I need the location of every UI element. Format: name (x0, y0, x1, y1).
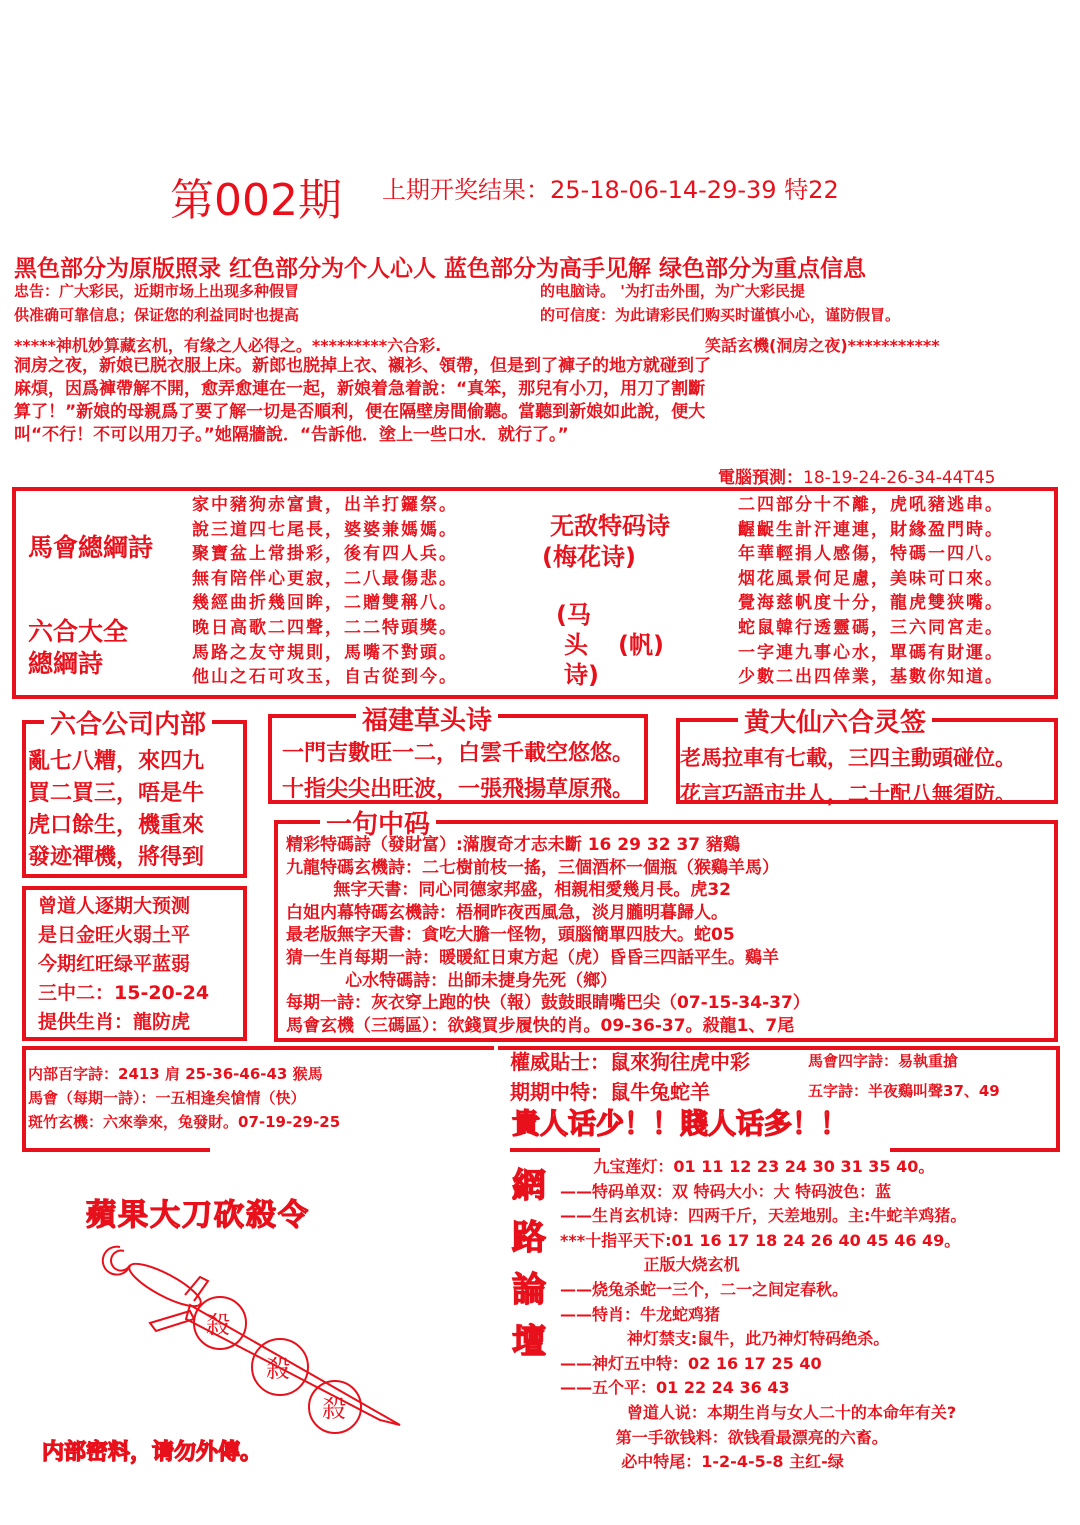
forum-line: 必中特尾：1-2-4-5-8 主红-绿 (560, 1452, 844, 1472)
poem-line: 晚日高歌二四聲，二二特頭獎。 (192, 617, 458, 638)
yiju-line: 精彩特碼詩（發財富）:滿腹奇才志未斷 16 29 32 37 豬鷄 (286, 835, 741, 855)
poem-line: 幾經曲折幾回眸，二贈雙稱八。 (192, 593, 458, 614)
poem-line: 他山之石可攻玉，自古從到今。 (192, 667, 458, 688)
mahui-four-char-poem: 馬會四字詩：易執重搶 (808, 1052, 959, 1070)
forum-line: ——神灯五中特：02 16 17 25 40 (560, 1353, 822, 1373)
notice-left-1: 忠告：广大彩民，近期市场上出现多种假冒 (14, 282, 300, 300)
forum-title-char: 論 (512, 1270, 546, 1310)
zengdao-box-lines (38, 892, 209, 1037)
poem-line: 二四部分十不離，虎吼豬逃串。 (738, 495, 1004, 515)
company-box-lines (28, 746, 204, 874)
bottom-left-line: 内部百字詩：2413 肩 25-36-46-43 猴馬 (28, 1065, 323, 1083)
yiju-line: 每期一詩：灰衣穿上跑的快（報）鼓鼓眼睛嘴巴尖（07-15-34-37） (286, 993, 810, 1014)
knife-char: 殺 (266, 1355, 290, 1383)
knife-char: 殺 (322, 1395, 346, 1423)
authority-tip (510, 1046, 750, 1075)
last-result-label: 上期开奖结果： (382, 176, 550, 204)
joke-line: 麻煩，因爲褲帶解不開，愈弄愈連在一起，新娘着急着說：“真笨，那兒有小刀，用刀了割斷 (14, 379, 706, 399)
yiju-line: 白姐内幕特碼玄機詩：梧桐昨夜西風急，淡月朧明暮歸人。 (286, 902, 728, 923)
forum-line: ——五个平：01 22 24 36 43 (560, 1378, 790, 1398)
knife-icon (90, 1235, 410, 1435)
last-result-special: 特22 (784, 176, 839, 204)
huangdaxian-line: 老馬拉車有七載，三四主動頭碰位。 (680, 746, 1016, 770)
zengdao-line: 三中二：15-20-24 (38, 982, 210, 1004)
bottom-left-lines (28, 1062, 340, 1134)
notice-right-2: 的可信度：为此请彩民们购买时谨慎小心，谨防假冒。 (540, 306, 901, 324)
forum-title-char: 路 (512, 1218, 546, 1258)
last-result (382, 170, 839, 205)
joke-line: 叫“不行！不可以用刀子。”她隔牆說．“告訴他．塗上一些口水．就行了。” (14, 425, 569, 445)
internal-notice: 内部密料，请勿外傳。 (42, 1440, 263, 1465)
poem-line: 烟花風景何足慮，美味可口來。 (738, 568, 1004, 589)
poem-line: 馬路之友守規則，馬嘴不對頭。 (192, 642, 458, 663)
joke-line: 算了！”新娘的母親爲了要了解一切是否順利，便在隔壁房間偷聽。當聽到新娘如此說，便大 (14, 402, 706, 422)
forum-line: ——烧兔杀蛇一三个，二一之间定春秋。 (560, 1279, 849, 1299)
yiju-box-title: 一句中码 (320, 804, 436, 841)
mahui-poem-title: 馬會總綱詩 (28, 533, 154, 562)
horse-head-c: 诗) (564, 661, 599, 689)
poem-lines-left (192, 493, 458, 690)
forum-vertical-title (512, 1160, 552, 1368)
computer-prediction-value: 18-19-24-26-34-44T45 (803, 468, 996, 488)
authority-tip-value: 鼠來狗往虎中彩 (610, 1050, 750, 1074)
yiju-line: 最老版無字天書：貪吃大膽一怪物，頭腦簡單四肢大。蛇05 (286, 925, 735, 946)
color-legend: 黑色部分为原版照录 红色部分为个人心人 蓝色部分为高手见解 绿色部分为重点信息 (14, 256, 867, 282)
yiju-line: 心水特碼詩：出師未捷身先死（鄉） (286, 970, 618, 991)
poem-line: 少數二出四倖業，基數你知道。 (738, 667, 1004, 688)
joke-body (14, 355, 711, 447)
poem-line: 說三道四七尾長，婆婆兼媽媽。 (192, 519, 458, 540)
computer-prediction (718, 463, 995, 488)
knife-char: 殺 (206, 1311, 230, 1339)
forum-line: 九宝莲灯：01 11 12 23 24 30 31 35 40。 (560, 1157, 935, 1176)
forum-line: ——特码单双：双 特码大小：大 特码波色：蓝 (560, 1181, 892, 1201)
box-gap (600, 1146, 890, 1154)
forum-line: 曾道人说：本期生肖与女人二十的本命年有关? (560, 1402, 957, 1422)
bottom-left-line: 馬會（每期一詩）：一五相逢矣愴情（快） (28, 1089, 306, 1107)
notice-right-1: 的电脑诗。 '为打击外围，为广大彩民提 (540, 282, 805, 300)
forum-line: ——生肖玄机诗：四两千斤，天差地别。主:牛蛇羊鸡猪。 (560, 1206, 967, 1226)
yiju-line: 馬會玄機（三碼區）：欲錢買步履快的肖。09-36-37。殺龍1、7尾 (286, 1015, 795, 1036)
huangdaxian-box-title: 黄大仙六合灵签 (738, 702, 932, 739)
poem-line: 家中豬狗赤富貴，出羊打鑼祭。 (192, 495, 458, 515)
forum-lines (560, 1155, 966, 1475)
fujian-box-title: 福建草头诗 (356, 700, 498, 737)
five-char-poem: 五字詩：半夜鷄叫聲37、49 (808, 1082, 1000, 1100)
forum-line: 正版大烧玄机 (560, 1255, 740, 1275)
company-line: 發迹禪機，將得到 (28, 845, 205, 870)
joke-line: 洞房之夜，新娘已脱衣服上床。新郎也脱掉上衣、襯衫、領帶，但是到了褲子的地方就碰到了 (14, 356, 711, 376)
poem-lines-right (738, 493, 1004, 690)
liuhe-poem-title-a: 六合大全 (28, 617, 129, 646)
issue-number: 第002期 (170, 175, 342, 226)
forum-line: 神灯禁支:鼠牛，此乃神灯特码绝杀。 (560, 1329, 890, 1349)
sail-title: (帆) (618, 631, 664, 659)
plum-poem-title: (梅花诗) (542, 543, 636, 571)
zengdao-line: 今期红旺绿平蓝弱 (38, 953, 191, 975)
box-gap (210, 1146, 510, 1154)
poem-line: 覺海慈帆度十分，龍虎雙狭嘴。 (738, 593, 1004, 614)
company-line: 買二買三，唔是牛 (28, 781, 205, 806)
zengdao-line: 是日金旺火弱土平 (38, 924, 191, 946)
yiju-box-lines (286, 834, 810, 1037)
company-line: 亂七八糟，來四九 (28, 749, 205, 774)
joke-header-left: *****神机妙算藏玄机，有缘之人必得之。*********六合彩. (14, 336, 442, 355)
zengdao-line: 曾道人逐期大预测 (38, 895, 191, 917)
huangdaxian-box-lines (680, 740, 1016, 812)
fujian-line: 一門吉數旺一二，白雲千載空悠悠。 (282, 741, 635, 766)
poem-line: 無有陪伴心更寂，二八最傷悲。 (192, 568, 458, 589)
zengdao-line: 提供生肖：龍防虎 (38, 1011, 191, 1033)
joke-header-right: 笑話玄機(洞房之夜)*********** (705, 336, 940, 355)
horse-head-a: (马 (556, 601, 591, 629)
bottom-left-line: 斑竹玄機：六來拳來，兔發財。07-19-29-25 (28, 1113, 341, 1131)
last-result-numbers: 25-18-06-14-29-39 (550, 176, 777, 204)
forum-title-char: 網 (512, 1166, 546, 1206)
every-issue-special (510, 1076, 710, 1105)
slogan: 貴人话少！！賤人话多！！ (512, 1107, 849, 1140)
yiju-line: 九龍特碼玄機詩：二七樹前枝一搖，三個酒杯一個瓶（猴鷄羊馬） (286, 857, 779, 878)
notice-left-2: 供准确可靠信息；保证您的利益同时也提高 (14, 306, 300, 324)
forum-line: ——特肖：牛龙蛇鸡猪 (560, 1304, 721, 1324)
every-issue-special-label: 期期中特： (510, 1080, 610, 1104)
apple-knife-title: 蘋果大刀砍殺令 (86, 1198, 310, 1233)
computer-prediction-label: 電腦預測： (718, 468, 803, 488)
company-box-title: 六合公司内部 (44, 704, 212, 741)
forum-title-char: 壇 (512, 1322, 546, 1362)
fujian-line: 十指尖尖出旺波，一張飛揚草原飛。 (282, 777, 635, 802)
poem-line: 一字連九事心水，單碼有財運。 (738, 642, 1004, 663)
company-line: 虎口餘生，機重來 (28, 813, 205, 838)
authority-tip-label: 權威貼士： (510, 1050, 610, 1074)
poem-line: 齷齪生計汗連連，財緣盈門時。 (738, 519, 1004, 540)
fujian-box-lines (282, 736, 634, 808)
forum-line: 第一手欲钱料：欲钱看最漂亮的六畜。 (560, 1427, 888, 1447)
horse-head-b: 头 (564, 631, 588, 659)
poem-line: 聚寶盆上常掛彩，後有四人兵。 (192, 544, 458, 565)
yiju-line: 無字天書：同心同德家邦盛，相親相愛幾月長。虎32 (286, 880, 732, 901)
poem-line: 年華輕捐人感傷，特碼一四八。 (738, 544, 1004, 565)
every-issue-special-value: 鼠牛兔蛇羊 (610, 1080, 710, 1104)
yiju-line: 猜一生肖每期一詩：暖暖紅日東方起（虎）昏昏三四話平生。鷄羊 (286, 947, 779, 968)
forum-line: ***十指平天下:01 16 17 18 24 26 40 45 46 49。 (560, 1230, 961, 1250)
box-divider (494, 1046, 498, 1126)
poem-line: 蛇鼠韓行透靈碼，三六同宮走。 (738, 617, 1004, 638)
invincible-poem-title: 无敌特码诗 (550, 512, 670, 540)
liuhe-poem-title-b: 總綱詩 (28, 649, 104, 678)
huangdaxian-line: 花言巧語市井人，二十配八無須防。 (680, 782, 1016, 806)
